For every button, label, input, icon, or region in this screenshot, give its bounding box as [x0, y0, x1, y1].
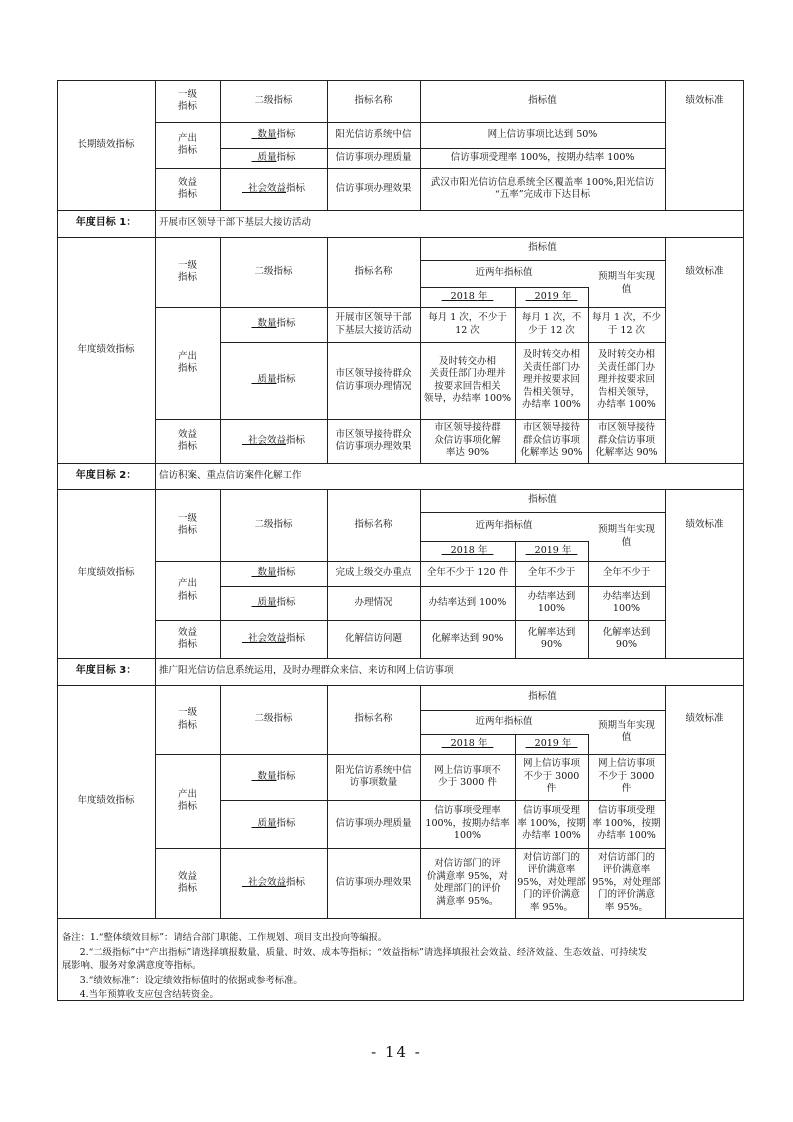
header-year-2019	[515, 734, 588, 754]
indicator-category: 数量	[251, 318, 277, 330]
indicator-suffix: 指标	[286, 182, 306, 194]
value-2019: 每月 1 次，不 少于 12 次	[521, 312, 582, 336]
header-level2: 二级指标	[254, 518, 293, 530]
header-standard: 绩效标准	[685, 94, 724, 106]
value-2019: 及时转交办相 关责任部门办 理并按要求回 告相关领导， 办结率 100%	[522, 349, 581, 411]
indicator-name: 开展市区领导干部 下基层大接访活动	[335, 312, 412, 336]
level2-cell	[220, 122, 327, 148]
year-value: 2018	[441, 737, 478, 749]
year-value: 2018	[441, 290, 478, 302]
value-2019: 化解率达到 90%	[527, 626, 576, 650]
header-recent: 近两年指标值	[475, 715, 533, 727]
level2-cell	[220, 586, 327, 620]
value-current: 市区领导接待 群众信访事项 化解率达 90%	[595, 422, 658, 459]
header-recent: 近两年指标值	[475, 520, 533, 532]
header-standard: 绩效标准	[685, 265, 724, 277]
indicator-suffix: 指标	[276, 770, 296, 782]
indicator-category: 社会效益	[241, 434, 287, 446]
indicator-suffix: 指标	[276, 318, 296, 330]
year-value: 2019	[525, 544, 562, 556]
indicator-category: 质量	[251, 596, 277, 608]
indicator-name: 信访事项办理质量	[335, 817, 412, 829]
indicator-category: 质量	[251, 374, 277, 386]
note-line: 4.当年预算收支应包含结转资金。	[62, 989, 219, 1000]
level2-cell	[220, 307, 327, 342]
value-current: 办结率达到 100%	[602, 590, 651, 614]
header-level1: 一级 指标	[177, 88, 197, 112]
indicator-name: 市区领导接待群众 信访事项办理效果	[335, 428, 412, 452]
year-suffix: 年	[561, 544, 578, 556]
indicator-category: 社会效益	[241, 876, 287, 888]
indicator-category: 数量	[251, 567, 277, 579]
value-current: 每月 1 次，不少 于 12 次	[591, 312, 662, 336]
indicator-suffix: 指标	[286, 434, 306, 446]
value-current: 信访事项受理 率 100%，按期 办结率 100%	[592, 805, 661, 842]
goal-title: 年度目标 2：	[75, 469, 137, 481]
indicator-category: 质量	[251, 817, 277, 829]
indicator-name: 完成上级交办重点	[335, 567, 412, 579]
level2-cell	[220, 800, 327, 848]
header-year-2018	[420, 734, 515, 754]
value-current: 网上信访事项 不少于 3000 件	[597, 758, 655, 795]
effect-label: 效益 指标	[177, 870, 197, 894]
header-value: 指标值	[528, 242, 557, 254]
level2-cell	[220, 848, 327, 918]
indicator-category: 数量	[251, 128, 277, 140]
header-value: 指标值	[528, 494, 557, 506]
header-name: 指标名称	[354, 94, 393, 106]
value-2018: 每月 1 次，不少于 12 次	[428, 312, 507, 336]
table-rule	[57, 918, 744, 919]
value-2018: 及时转交办相 关责任部门办理并 按要求回告相关 领导，办结率 100%	[423, 355, 512, 404]
year-suffix: 年	[477, 737, 494, 749]
indicator-category: 质量	[251, 151, 277, 163]
value-2018: 市区领导接待群 众信访事项化解 率达 90%	[434, 422, 501, 459]
indicator-name: 信访事项办理效果	[335, 182, 412, 194]
value-current: 及时转交办相 关责任部门办 理并按要求回 告相关领导， 办结率 100%	[597, 349, 656, 411]
level2-cell	[220, 148, 327, 168]
indicator-name: 阳光信访系统中信	[335, 128, 412, 140]
value-2018: 全年不少于 120 件	[426, 567, 509, 579]
header-name: 指标名称	[354, 265, 393, 277]
output-label: 产出 指标	[177, 350, 197, 374]
header-level2: 二级指标	[254, 265, 293, 277]
indicator-suffix: 指标	[276, 151, 296, 163]
year-value: 2019	[525, 290, 562, 302]
indicator-name: 办理情况	[354, 596, 393, 608]
year-suffix: 年	[477, 290, 494, 302]
indicator-value: 网上信访事项比达到 50%	[487, 128, 598, 140]
level2-cell	[220, 419, 327, 463]
output-label: 产出 指标	[177, 578, 197, 602]
indicator-name: 市区领导接待群众 信访事项办理情况	[335, 368, 412, 392]
note-line: 备注：1.“整体绩效目标”：请结合部门职能、工作规划、项目支出投向等编报。	[62, 932, 388, 943]
goal-description: 信访积案、重点信访案件化解工作	[159, 469, 302, 481]
value-2018: 信访事项受理率 100%，按期办结率 100%	[425, 805, 510, 842]
value-2019: 对信访部门的 评价满意率 95%，对处理部 门的评价满意 率 95%。	[517, 851, 586, 913]
output-label: 产出 指标	[177, 788, 197, 812]
header-level1: 一级 指标	[177, 707, 197, 731]
header-recent: 近两年指标值	[475, 267, 533, 279]
value-2019: 网上信访事项 不少于 3000 件	[522, 758, 580, 795]
value-current: 化解率达到 90%	[602, 626, 651, 650]
level2-cell	[220, 561, 327, 586]
header-current: 预期当年实现 值	[597, 524, 655, 548]
value-2019: 办结率达到 100%	[527, 590, 576, 614]
effect-label: 效益 指标	[177, 626, 197, 650]
effect-label: 效益 指标	[177, 176, 197, 200]
indicator-suffix: 指标	[286, 632, 306, 644]
indicator-name: 阳光信访系统中信 访事项数量	[335, 764, 412, 788]
indicator-suffix: 指标	[286, 876, 306, 888]
indicator-value: 信访事项受理率 100%，按期办结率 100%	[450, 151, 635, 163]
year-suffix: 年	[561, 737, 578, 749]
value-2018: 对信访部门的评 价满意率 95%，对 处理部门的评价 满意率 95%。	[426, 858, 509, 907]
level2-cell	[220, 754, 327, 800]
note-line: 3.“绩效标准”：设定绩效指标值时的依据或参考标准。	[62, 975, 303, 986]
annual-label: 年度绩效指标	[77, 567, 135, 579]
header-year-2019	[515, 287, 588, 307]
level2-cell	[220, 168, 327, 210]
value-current: 全年不少于	[602, 567, 651, 579]
value-2018: 办结率达到 100%	[428, 596, 507, 608]
header-year-2018	[420, 541, 515, 561]
value-2018: 网上信访事项不 少于 3000 件	[434, 764, 501, 788]
indicator-name: 信访事项办理质量	[335, 151, 412, 163]
goal-description: 推广阳光信访信息系统运用，及时办理群众来信、来访和网上信访事项	[159, 665, 454, 677]
header-level1: 一级 指标	[177, 259, 197, 283]
annual-label: 年度绩效指标	[77, 795, 135, 807]
header-name: 指标名称	[354, 518, 393, 530]
value-2019: 全年不少于	[527, 567, 576, 579]
indicator-suffix: 指标	[276, 128, 296, 140]
value-2018: 化解率达到 90%	[431, 632, 504, 644]
header-value: 指标值	[528, 691, 557, 703]
annual-label: 年度绩效指标	[77, 343, 135, 355]
year-value: 2019	[525, 737, 562, 749]
note-line: 2.“二级指标”中“产出指标”请选择填报数量、质量、时效、成本等指标；“效益指标”请选择填报社会效益、经济效益、生态效益、可持续发	[62, 947, 648, 958]
indicator-value: 武汉市阳光信访信息系统全区覆盖率 100%,阳光信访 “五率”完成市下达目标	[430, 176, 655, 200]
value-2019: 市区领导接待 群众信访事项 化解率达 90%	[520, 422, 583, 459]
header-year-2018	[420, 287, 515, 307]
indicator-name: 化解信访问题	[344, 632, 402, 644]
year-suffix: 年	[561, 290, 578, 302]
header-standard: 绩效标准	[685, 713, 724, 725]
goal-title: 年度目标 3：	[75, 665, 137, 677]
header-year-2019	[515, 541, 588, 561]
indicator-suffix: 指标	[276, 596, 296, 608]
year-value: 2018	[441, 544, 478, 556]
goal-description: 开展市区领导干部下基层大接访活动	[159, 217, 312, 229]
indicator-category: 社会效益	[241, 182, 287, 194]
goal-title: 年度目标 1：	[75, 217, 137, 229]
indicator-suffix: 指标	[276, 567, 296, 579]
year-suffix: 年	[477, 544, 494, 556]
header-name: 指标名称	[354, 713, 393, 725]
indicator-category: 社会效益	[241, 632, 287, 644]
value-current: 对信访部门的 评价满意率 95%，对处理部 门的评价满意 率 95%。	[592, 851, 661, 913]
effect-label: 效益 指标	[177, 428, 197, 452]
indicator-name: 信访事项办理效果	[335, 876, 412, 888]
header-standard: 绩效标准	[685, 518, 724, 530]
header-level2: 二级指标	[254, 713, 293, 725]
indicator-suffix: 指标	[276, 817, 296, 829]
output-label: 产出 指标	[177, 132, 197, 156]
header-current: 预期当年实现 值	[597, 719, 655, 743]
note-line: 展影响、服务对象满意度等指标。	[62, 960, 202, 971]
page-number: - 14 -	[371, 1043, 422, 1061]
header-level2: 二级指标	[254, 94, 293, 106]
indicator-category: 数量	[251, 770, 277, 782]
indicator-suffix: 指标	[276, 374, 296, 386]
level2-cell	[220, 342, 327, 419]
header-value: 指标值	[528, 94, 557, 106]
header-level1: 一级 指标	[177, 512, 197, 536]
level2-cell	[220, 620, 327, 658]
long-term-label: 长期绩效指标	[77, 138, 135, 150]
value-2019: 信访事项受理 率 100%，按期 办结率 100%	[517, 805, 586, 842]
header-current: 预期当年实现 值	[597, 271, 655, 295]
